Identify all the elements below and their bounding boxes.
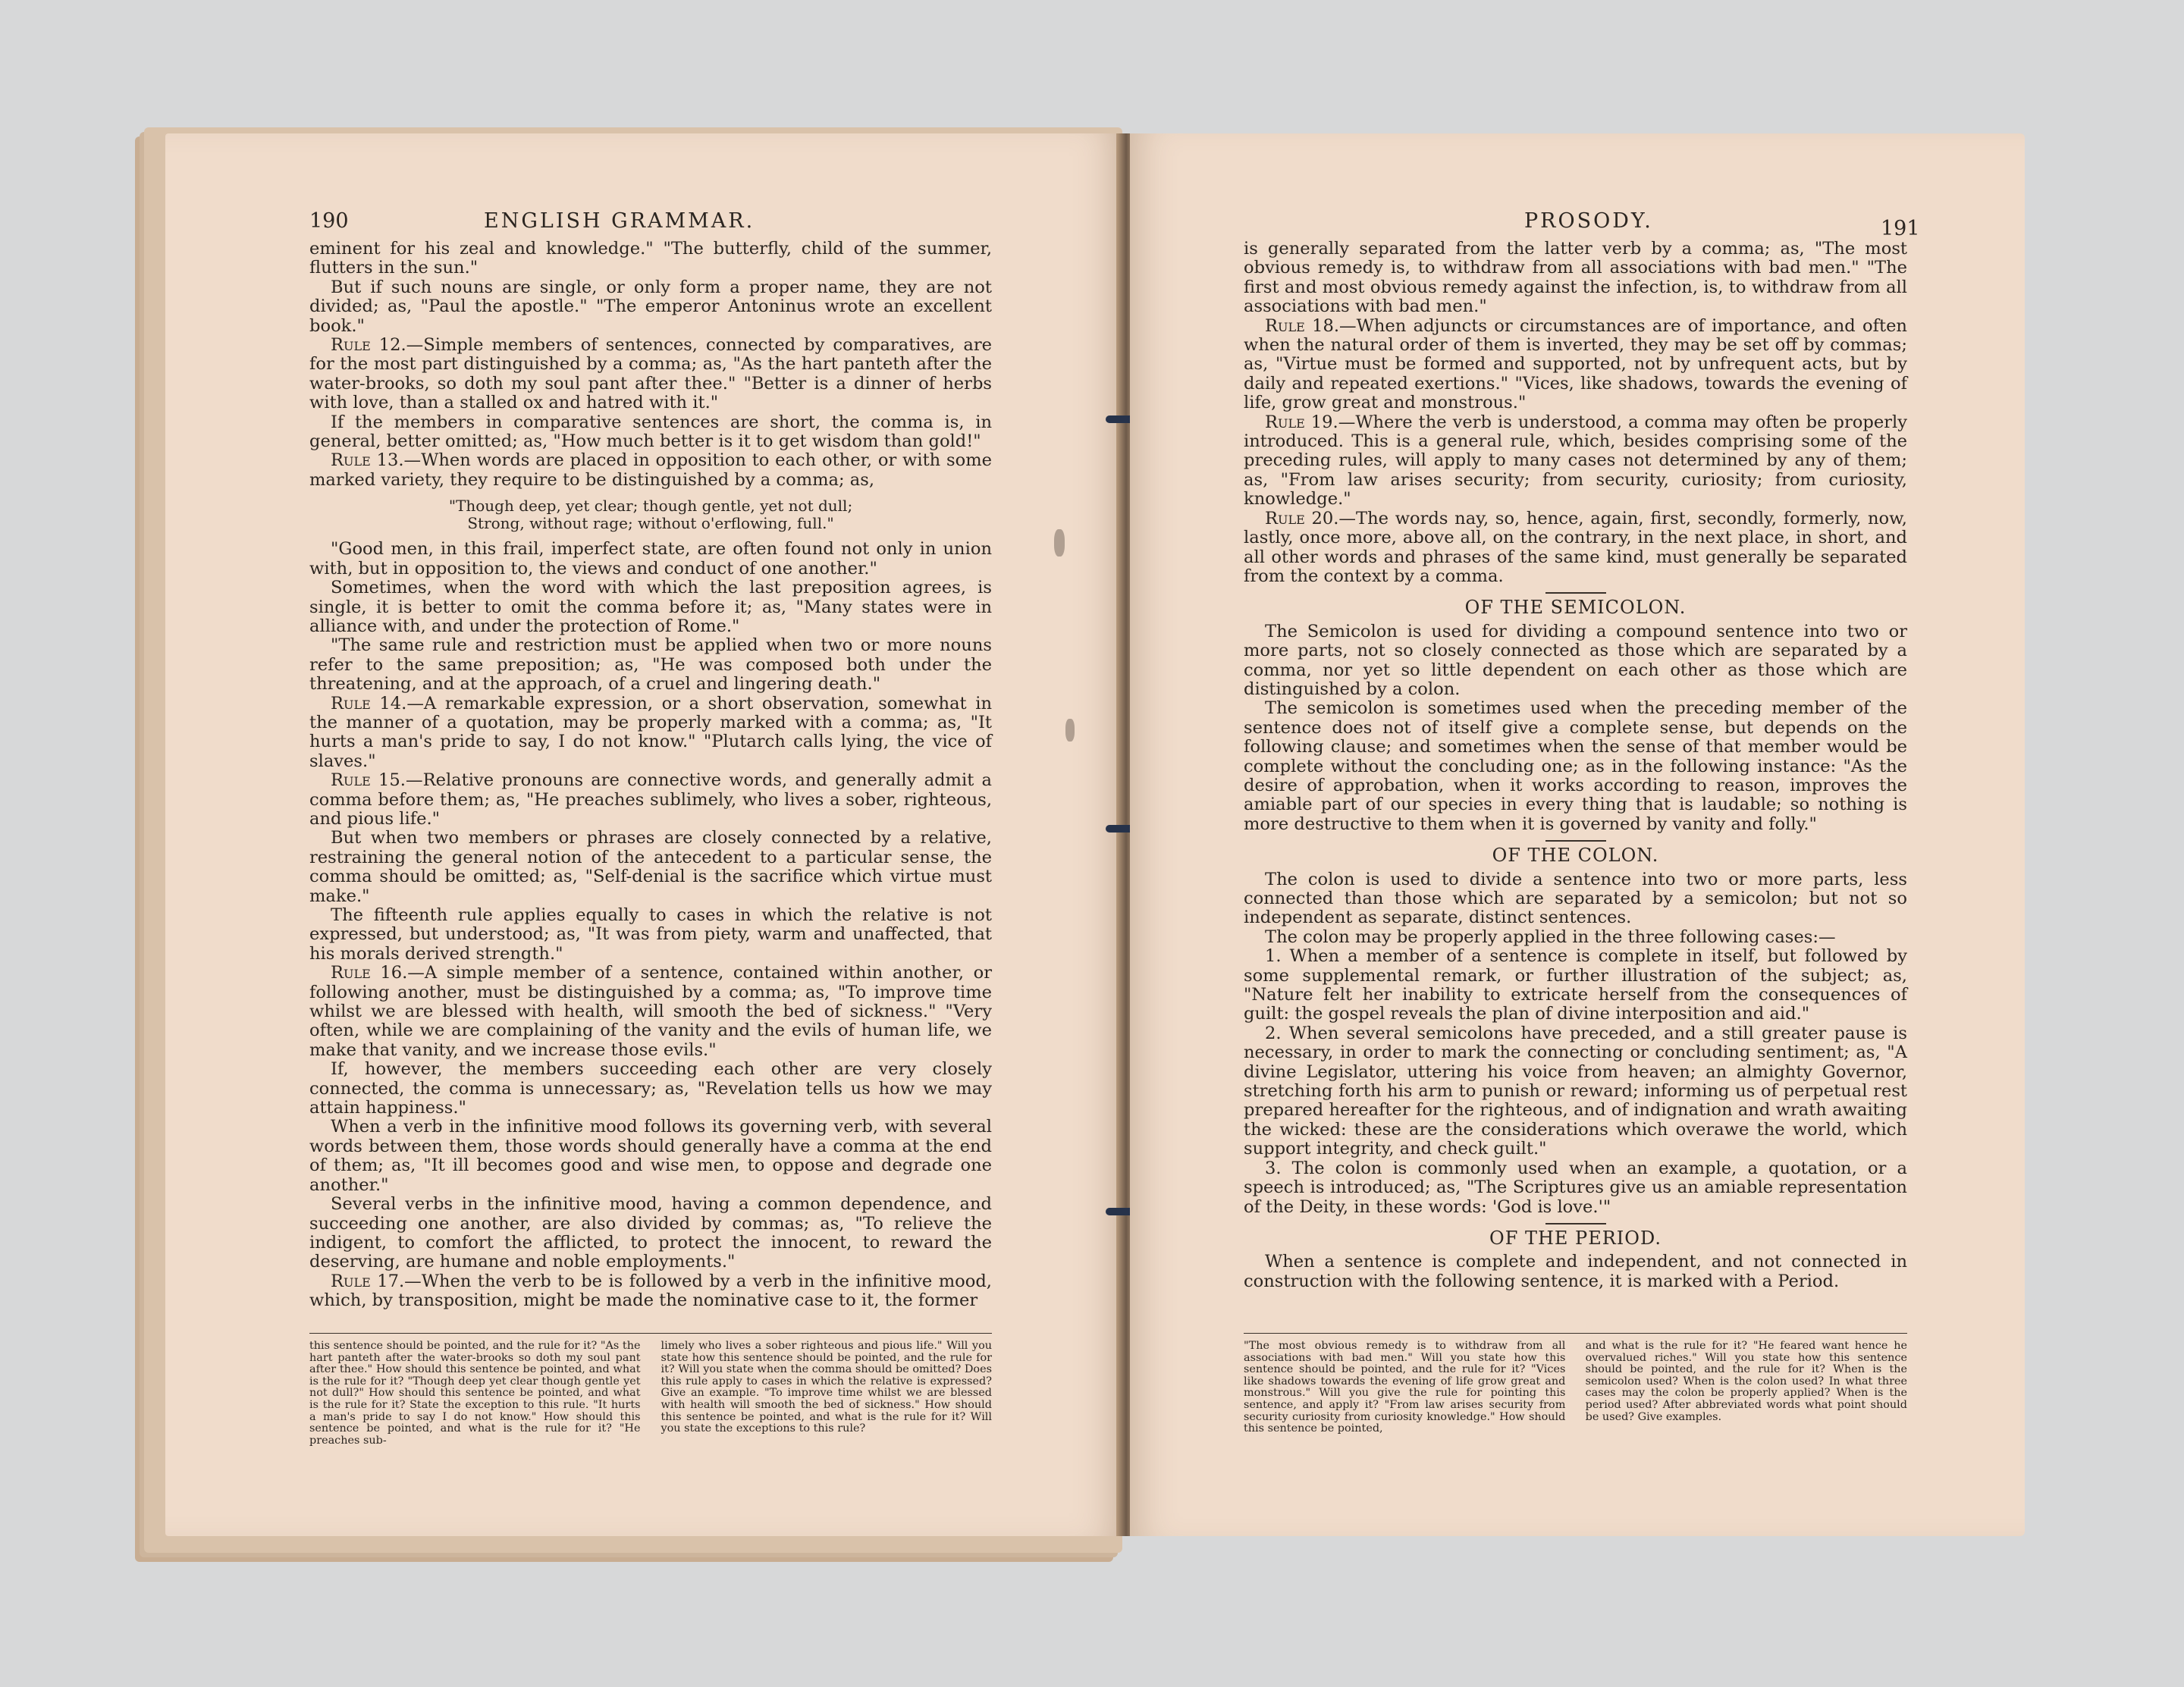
paragraph — [309, 336, 992, 413]
footnote-column: and what is the rule for it? "He feared want hence he overvalued riches." Will you state how this sentence should be pointed, and the rule for it? When is the semicolon used? When is the colon used? In what three cases may the colon be properly applied? When is the period used? After abbreviated words what point should be used? Give examples. — [1585, 1340, 1907, 1423]
paragraph-text: is generally separated from the latter verb by a comma; as, "The most obvious remedy is, to withdraw from all associations with bad men." "The first and most obvious remedy against the infection, is, to withdraw from all associations with bad men." — [1244, 239, 1907, 317]
section-divider — [1545, 1223, 1606, 1224]
rule-label: Rule 13. — [331, 450, 404, 471]
paragraph-text: —When the verb to be is followed by a verb in the infinitive mood, which, by transposition, might be made the nominative case to it, the former — [309, 1271, 992, 1311]
paragraph — [309, 906, 992, 964]
paragraph: The semicolon is sometimes used when the preceding member of the sentence does not of itself give a complete sense, but depends on the following clause; and sometimes when the sense of that member would be complete without the concluding one; as in the following instance: "As the desire of approbation, when it works according to reason, improves the amiable part of our species in every thing that is laudable; so nothing is more destructive to them when it is governed by vanity and folly." — [1244, 698, 1907, 834]
footnote-column: "The most obvious remedy is to withdraw from all associations with bad men." Will you state how this sentence should be pointed, and the rule for it? "Vices like shadows towards the evening of life grow great and monstrous." Will you give the rule for pointing this sentence, and apply it? "From law arises security from security curiosity from curiosity knowledge." How should this sentence be pointed, — [1244, 1340, 1566, 1435]
paragraph — [309, 451, 992, 490]
left-page — [165, 133, 1122, 1536]
verse-quotation — [309, 497, 992, 532]
paragraph: The colon may be properly applied in the three following cases:— — [1265, 927, 1836, 947]
right-page — [1130, 133, 2025, 1536]
glue-stain — [1054, 529, 1065, 557]
paragraph — [309, 1118, 992, 1195]
paragraph — [309, 964, 992, 1060]
right-footnote-rule — [1244, 1333, 1907, 1334]
paragraph — [309, 240, 992, 278]
paragraph-text: —A simple member of a sentence, contained within another, or following another, must be distinguished by a comma; as, "To improve time whilst we are blessed with health, will smooth the bed of sickness." "Very often, while we are complaining of the vanity and the evils of human life, we make that vanity, and we increase those evils." — [309, 963, 992, 1060]
paragraph-text: eminent for his zeal and knowledge." "The butterfly, child of the summer, flutters in the sun." — [309, 239, 992, 278]
right-body-text — [1244, 240, 1907, 1291]
right-sections — [1244, 592, 1907, 1291]
paragraph-text: —When adjuncts or circumstances are of importance, and often when the natural order of them is inverted, they may be set off by commas; as, "Virtue must be formed and supported, not by unfrequent acts, but by daily and repeated exertions." "Vices, like shadows, towards the evening of life, grow great and monstrous." — [1244, 315, 1907, 413]
paragraph — [309, 413, 992, 452]
paragraph: The colon is used to divide a sentence into two or more parts, less connected than those which are separated by a semicolon; but not so independent as separate, distinct sentences. — [1244, 869, 1907, 928]
verse-line: "Though deep, yet clear; though gentle, yet not dull; — [448, 497, 853, 516]
paragraph — [309, 1272, 992, 1311]
paragraph-text: If, however, the members succeeding each other are very closely connected, the comma is unnecessary; as, "Revelation tells us how we may attain happiness." — [309, 1059, 992, 1118]
verse-line: Strong, without rage; without o'erflowing, full." — [467, 514, 834, 533]
paragraph — [309, 540, 992, 579]
section-divider — [1545, 592, 1606, 594]
right-running-head: PROSODY. — [1524, 209, 1653, 233]
paragraph — [309, 278, 992, 336]
paragraph-text: But if such nouns are single, or only form a proper name, they are not divided; as, "Paul the apostle." "The emperor Antoninus wrote an excellent book." — [309, 277, 992, 336]
paragraph-text: The fifteenth rule applies equally to cases in which the relative is not expressed, but understood; as, "It was from piety, warm and unaffected, that his morals derived strength." — [309, 905, 992, 964]
paragraph — [1244, 317, 1907, 413]
left-body-text — [309, 240, 992, 1311]
right-footnotes — [1244, 1341, 1907, 1435]
rule-label: Rule 19. — [1265, 412, 1338, 432]
paragraph: 2. When several semicolons have preceded, and a still greater pause is necessary, in order to mark the connecting or concluding sentiment; as, "A divine Legislator, uttering his voice from heaven; an almighty Governor, stretching forth his arm to punish or reward; informing us of perpetual rest prepared hereafter for the righteous, and of indignation and wrath awaiting the wicked: these are the considerations which overawe the world, which support integrity, and check guilt." — [1244, 1023, 1907, 1159]
rule-label: Rule 18. — [1265, 315, 1340, 336]
rule-label: Rule 14. — [331, 693, 407, 713]
section-divider — [1545, 840, 1606, 842]
paragraph — [309, 1195, 992, 1272]
footnote-column: limely who lives a sober righteous and pious life." Will you state how this sentence should be pointed, and the rule for it? Will you state when the comma should be omitted? Does this rule apply to cases in which the relative is expressed? Give an example. "To improve time whilst we are blessed with health will smooth the bed of sickness." How should this sentence be pointed, and what is the rule for it? Will you state the exceptions to this rule? — [661, 1340, 992, 1435]
paragraph-text: But when two members or phrases are closely connected by a relative, restraining the general notion of the antecedent to a particular sense, the comma should be omitted; as, "Self-denial is the sacrifice which virtue must make." — [309, 828, 992, 906]
paragraph-text: If the members in comparative sentences are short, the comma is, in general, better omitted; as, "How much better is it to get wisdom than gold!" — [309, 412, 992, 452]
paragraph — [309, 771, 992, 829]
right-page-number: 191 — [1881, 217, 1920, 240]
paragraph: The Semicolon is used for dividing a compound sentence into two or more parts, not so closely connected as those which are separated by a comma, nor yet so little dependent on each other as those which are distinguished by a colon. — [1244, 621, 1907, 699]
paragraph — [1244, 240, 1907, 317]
paragraph — [1244, 510, 1907, 587]
paragraph-text: —A remarkable expression, or a short observation, somewhat in the manner of a quotation, may be properly marked with a comma; as, "It hurts a man's pride to say, I do not know." "Plutarch calls lying, the vice of slaves." — [309, 693, 992, 771]
rule-label: Rule 16. — [331, 963, 408, 983]
left-page-number: 190 — [309, 209, 349, 233]
paragraph-text: "The same rule and restriction must be applied when two or more nouns refer to the same preposition; as, "He was composed both under the threatening, and at the approach, of a cruel and lingering death." — [309, 635, 992, 695]
paragraph — [1244, 413, 1907, 510]
paragraph-text: —Relative pronouns are connective words, and generally admit a comma before them; as, "He preaches sublimely, who lives a sober, righteous, and pious life." — [309, 770, 992, 829]
paragraph: 1. When a member of a sentence is complete in itself, but followed by some supplemental remark, or further illustration of the subject; as, "Nature felt her inability to extricate herself from the consequences of guilt: the gospel reveals the plan of divine interposition and aid." — [1244, 946, 1907, 1024]
paragraph-text: —The words nay, so, hence, again, first, secondly, formerly, now, lastly, once more, above all, on the contrary, in the next place, in short, and all other words and phrases of the same kind, must generally be separated from the context by a comma. — [1244, 508, 1907, 586]
paragraph — [309, 1060, 992, 1118]
paragraph: When a sentence is complete and independent, and not connected in construction with the following sentence, it is marked with a Period. — [1244, 1252, 1907, 1291]
paragraph-text: "Good men, in this frail, imperfect state, are often found not only in union with, but in opposition to, the views and conduct of one another." — [309, 539, 992, 579]
footnote-column: this sentence should be pointed, and the rule for it? "As the hart panteth after the water-brooks so doth my soul pant after thee." How should this sentence be pointed, and what is the rule for it? "Though deep yet clear though gentle yet not dull?" How should this sentence be pointed, and what is the rule for it? State the exception to this rule. "It hurts a man's pride to say I do not know." How should this sentence be pointed, and what is the rule for it? "He preaches sub- — [309, 1340, 641, 1447]
section-title: OF THE PERIOD. — [1489, 1227, 1662, 1249]
paragraph — [309, 579, 992, 636]
paragraph: 3. The colon is commonly used when an example, a quotation, or a speech is introduced; as, "The Scriptures give us an amiable representation of the Deity, in these words: 'God is love.'" — [1244, 1158, 1907, 1217]
paragraph-text: Several verbs in the infinitive mood, having a common dependence, and succeeding one another, are also divided by commas; as, "To relieve the indigent, to comfort the afflicted, to protect the innocent, to reward the deserving, are humane and noble employments." — [309, 1194, 992, 1272]
rule-label: Rule 12. — [331, 335, 406, 356]
paragraph-text: —Simple members of sentences, connected by comparatives, are for the most part distinguished by a comma; as, "As the hart panteth after the water-brooks, so doth my soul pant after thee." "Better is a dinner of herbs with love, than a stalled ox and hatred with it." — [309, 335, 992, 413]
section-title: OF THE COLON. — [1492, 845, 1659, 867]
open-book — [144, 120, 2040, 1560]
right-paragraphs — [1244, 240, 1907, 586]
glue-stain — [1065, 719, 1075, 742]
left-paragraphs-group-1 — [309, 240, 992, 490]
rule-label: Rule 17. — [331, 1271, 405, 1291]
left-footnotes — [309, 1341, 992, 1447]
paragraph — [309, 695, 992, 772]
paragraph-text: —Where the verb is understood, a comma may often be properly introduced. This is a general rule, which, besides comprising some of the preceding rules, will apply to many cases not determined by any of them; as, "From law arises security; from security, curiosity; from curiosity, knowledge." — [1244, 412, 1907, 510]
paragraph-text: —When words are placed in opposition to each other, or with some marked variety, they require to be distinguished by a comma; as, — [309, 450, 992, 490]
paragraph — [309, 636, 992, 694]
paragraph-text: When a verb in the infinitive mood follows its governing verb, with several words between them, those words should generally have a comma at the end of them; as, "It ill becomes good and wise men, to oppose and degrade one another." — [309, 1117, 992, 1195]
left-footnote-rule — [309, 1333, 992, 1334]
paragraph-text: Sometimes, when the word with which the last preposition agrees, is single, it is better to omit the comma before it; as, "Many states were in alliance with, and under the protection of Rome." — [309, 578, 992, 636]
left-paragraphs-group-2 — [309, 540, 992, 1310]
left-running-head: ENGLISH GRAMMAR. — [484, 209, 755, 233]
rule-label: Rule 20. — [1265, 508, 1339, 528]
section-title: OF THE SEMICOLON. — [1464, 597, 1687, 619]
rule-label: Rule 15. — [331, 770, 406, 791]
paragraph — [309, 829, 992, 906]
